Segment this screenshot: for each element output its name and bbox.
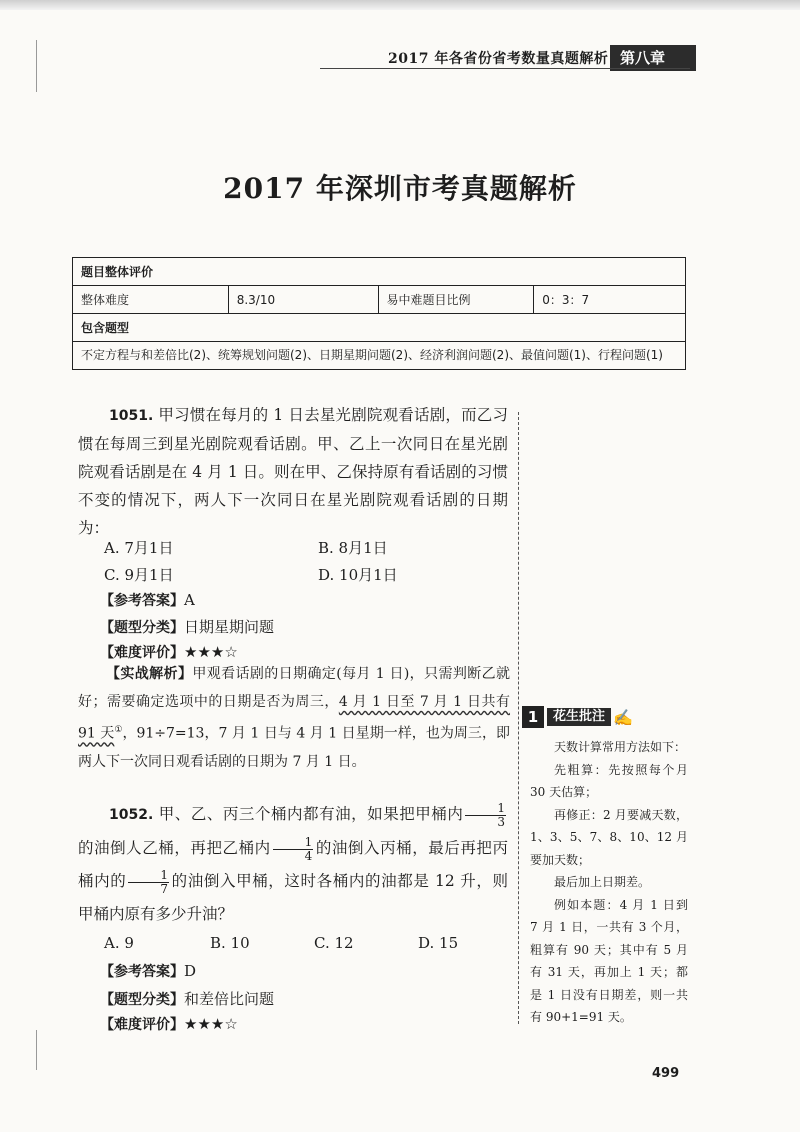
answer-value: A [184,591,195,609]
table-row [73,258,686,286]
question-number: 1052. [109,807,154,823]
fraction-one-seventh: $\frac{1}{7}$ [128,869,169,896]
header-rule [320,68,690,69]
difficulty-label: 整体难度 [73,286,229,314]
difficulty-line [100,642,238,662]
question-text: 甲习惯在每月的 1 日去星光剧院观看话剧，而乙习惯在每周三到星光剧院观看话剧。甲、乙上一次同日在星光剧院观看话剧是在 4 月 1 日。则在甲、乙保持原有看话剧的习惯不变的情况下，两人下一次同日在星光剧院观看话剧的日期为： [78,406,508,537]
types-text: 不定方程与和差倍比(2)、统筹规划问题(2)、日期星期问题(2)、经济利润问题(2)、最值问题(1)、行程问题(1) [73,342,686,370]
chapter-tab: 第八章 [610,45,696,71]
scan-top-edge [0,0,800,10]
table-row [73,286,686,314]
option-c: C. 12 [314,934,354,952]
difficulty-stars: ★★★☆ [184,1015,238,1033]
option-d: D. 10月1日 [318,566,398,584]
running-header-title: 2017 年各省份省考数量真题解析 [388,51,609,67]
difficulty-line [100,1014,238,1034]
types-section-label: 包含题型 [73,314,686,342]
type-label: 【题型分类】 [100,992,184,1008]
question-text: 甲、乙、丙三个桶内都有油，如果把甲桶内 [158,805,464,823]
difficulty-label: 【难度评价】 [100,645,184,661]
ratio-value: 0：3：7 [534,286,686,314]
note-title: 花生批注 [547,708,611,726]
column-divider [518,412,519,1024]
difficulty-value: 8.3/10 [228,286,378,314]
type-line [100,616,274,637]
note-paragraph: 例如本题：4 月 1 日到 7 月 1 日，一共有 3 个月，粗算有 90 天；其中有 5 月有 31 天，再加上 1 天；都是 1 日没有日期差，则一共有 90+1=91 天。 [530,897,688,1024]
pencil-icon: ✍ [613,707,633,727]
sidebar-note-header [522,706,633,728]
ratio-label: 易中难题目比例 [378,286,534,314]
analysis-highlight: 4 月 1 日至 7 月 1 日共有 91 天 [78,694,511,742]
type-value: 日期星期问题 [184,618,275,636]
analysis-text: ，91÷7=13，7 月 1 日与 4 月 1 日星期一样，也为周三，即两人下一次同日观看话剧的日期为 7 月 1 日。 [78,725,510,770]
page-title: 2017 年深圳市考真题解析 [223,172,577,205]
answer-label: 【参考答案】 [100,964,184,980]
analysis-1051 [78,660,510,776]
fraction-one-third: $\frac{1}{3}$ [465,802,506,829]
difficulty-label: 【难度评价】 [100,1017,184,1033]
option-a: A. 9 [104,934,134,952]
question-1051-stem [78,401,508,542]
question-text: 的油倒入丙桶，最后再把丙桶内的 [78,839,508,890]
footnote-marker: ① [114,725,123,735]
question-text: 的油倒人乙桶，再把乙桶内 [78,839,271,857]
note-paragraph: 先粗算：先按照每个月 30 天估算； [530,762,688,799]
overall-section-label: 题目整体评价 [73,258,686,286]
option-a: A. 7月1日 [104,539,174,557]
type-line [100,988,274,1009]
question-number: 1051. [109,408,154,424]
scan-left-mark [36,40,37,92]
summary-table [72,257,686,370]
option-d: D. 15 [418,934,459,952]
note-number: 1 [522,706,544,728]
note-paragraph: 再修正：2 月要减天数，1、3、5、7、8、10、12 月要加天数； [530,807,688,867]
answer-label: 【参考答案】 [100,593,184,609]
sidebar-note-body [530,736,688,1029]
answer-value: D [184,962,197,980]
note-paragraph: 天数计算常用方法如下： [554,740,687,754]
difficulty-stars: ★★★☆ [184,643,238,661]
type-label: 【题型分类】 [100,620,184,636]
scan-left-mark [36,1030,37,1070]
option-c: C. 9月1日 [104,566,174,584]
option-b: B. 8月1日 [318,539,388,557]
answer-line [100,961,196,981]
table-row [73,314,686,342]
type-value: 和差倍比问题 [184,990,275,1008]
question-text: 的油倒入甲桶，这时各桶内的油都是 12 升，则甲桶内原有多少升油？ [78,872,508,923]
analysis-label: 【实战解析】 [106,666,193,682]
page-number: 499 [652,1066,680,1081]
fraction-one-fourth: $\frac{1}{4}$ [273,836,314,863]
analysis-text: 甲观看话剧的日期确定(每月 1 日)，只需判断乙就好；需要确定选项中的日期是否为周三， [78,666,511,710]
question-1052-stem [78,798,508,931]
table-row [73,342,686,370]
note-paragraph: 最后加上日期差。 [554,875,651,889]
answer-line [100,590,195,610]
option-b: B. 10 [210,934,250,952]
